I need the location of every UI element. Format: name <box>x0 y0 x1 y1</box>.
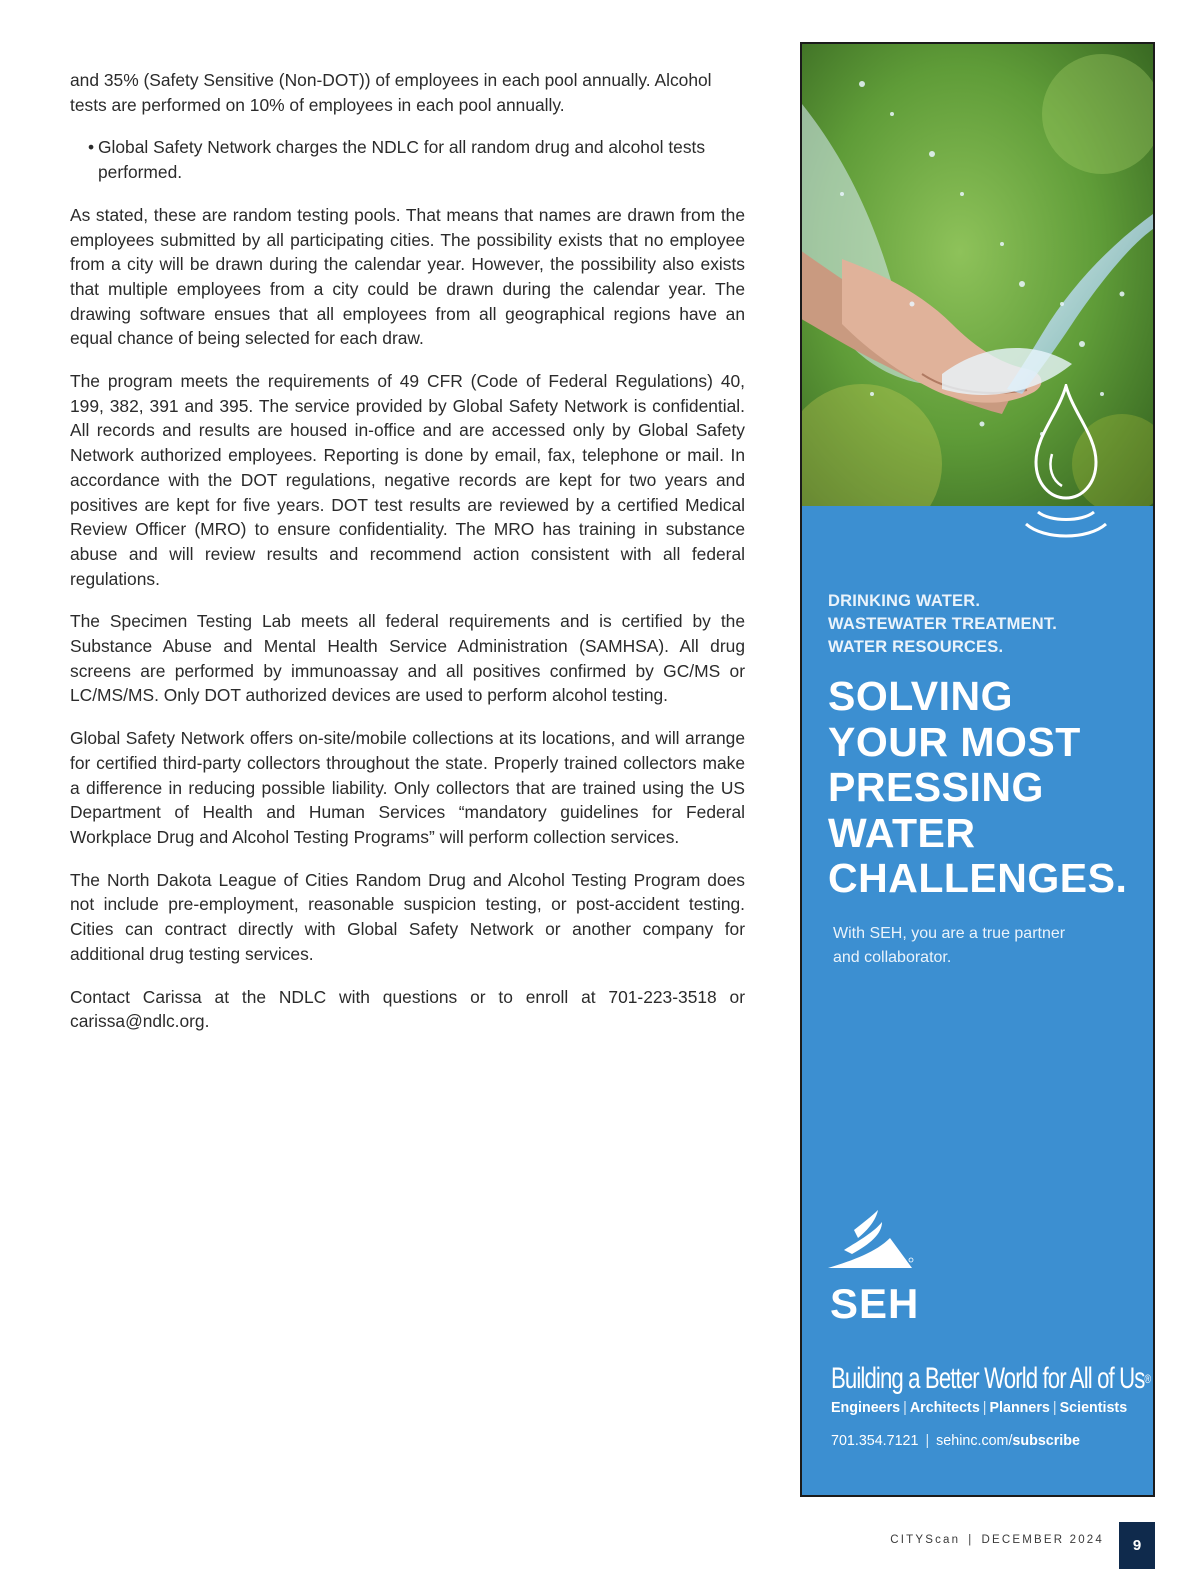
publication-name: CITYScan <box>890 1534 961 1546</box>
tagline-text: Building a Better World for All of Us <box>831 1362 1145 1395</box>
lead-paragraph: and 35% (Safety Sensitive (Non-DOT)) of employees in each pool annually. Alcohol tests are performed on 10% of employees in each pool annually. <box>70 70 712 115</box>
ad-url-prefix: sehinc.com/ <box>936 1433 1013 1449</box>
category-drinking-water: DRINKING WATER. <box>828 592 981 610</box>
divider: | <box>903 1400 907 1416</box>
ad-headline: SOLVING YOUR MOST PRESSING WATER CHALLENGES. <box>828 673 1128 901</box>
bullet-text: Global Safety Network charges the NDLC for all random drug and alcohol tests performed. <box>98 137 706 183</box>
paragraph-random-pools: As stated, these are random testing pools. That means that names are drawn from the employees submitted by all participating cities. The possibility exists that no employee from a city will be drawn during the calendar year. However, the possibility also exists that multiple employees from a city could be drawn during the calendar year. The drawing software ensues that all employees from all geographical regions have an equal chance of being selected for each draw. <box>70 204 745 349</box>
paragraph-contact: Contact Carissa at the NDLC with questions or to enroll at 701-223-3518 or carissa@ndlc.org. <box>70 986 745 1032</box>
divider: | <box>968 1534 974 1546</box>
page-number: 9 <box>1119 1522 1155 1569</box>
water-drop-icon <box>1016 384 1112 549</box>
divider: | <box>1052 1400 1057 1416</box>
ad-contact <box>831 1433 1080 1449</box>
divider: | <box>921 1433 934 1449</box>
paragraph-testing-lab: The Specimen Testing Lab meets all federal requirements and is certified by the Substance Abuse and Mental Health Service Administration (SAMHSA). All drug screens are performed by immunoassay and all positives confirmed by GC/MS or LC/MS/MS. Only DOT authorized devices are used to perform alcohol testing. <box>70 611 745 706</box>
paragraph-regulations: The program meets the requirements of 49 CFR (Code of Federal Regulations) 40, 199, 382, 391 and 395. The service provided by Global Safety Network is confidential. All records and results are housed in-office and are accessed only by Global Safety Network authorized employees. Reporting is done by email, fax, telephone or mail. In accordance with the DOT regulations, negative records are kept for two years and positives are kept for five years. DOT test results are reviewed by a certified Medical Review Officer (MRO) to ensure confidentiality. The MRO has training in substance abuse and will review results and recommend action consistent with all federal regulations. <box>70 371 745 589</box>
ad-url[interactable] <box>936 1433 1080 1449</box>
category-water-resources: WATER RESOURCES. <box>828 638 1004 656</box>
ad-categories <box>828 590 1057 659</box>
divider: | <box>982 1400 987 1416</box>
paragraph-collections: Global Safety Network offers on-site/mobile collections at its locations, and will arrange for certified third-party collectors throughout the state. Properly trained collectors make a difference in reducing possible liability. Only collectors that are trained using the US Department of Health and Human Services “mandatory guidelines for Federal Workplace Drug and Alcohol Testing Programs” will perform collection services. <box>70 728 745 847</box>
discipline-engineers: Engineers <box>831 1400 901 1416</box>
discipline-planners: Planners <box>989 1400 1050 1416</box>
discipline-architects: Architects <box>909 1400 980 1416</box>
registered-mark-icon: ® <box>1144 1372 1151 1386</box>
bullet-dot: • <box>88 137 95 158</box>
paragraph-exclusions: The North Dakota League of Cities Random Drug and Alcohol Testing Program does not include pre-employment, reasonable suspicion testing, or post-accident testing. Cities can contract directly with Global Safety Network or another company for additional drug testing services. <box>70 869 745 964</box>
article-body <box>70 68 745 1052</box>
bullet-item <box>88 135 745 184</box>
ad-disciplines <box>831 1400 1127 1416</box>
ad-subhead: With SEH, you are a true partner and collaborator. <box>833 925 1066 966</box>
seh-advertisement <box>800 42 1155 1497</box>
seh-wordmark: SEH <box>830 1280 920 1327</box>
ad-phone[interactable]: 701.354.7121 <box>831 1433 919 1449</box>
category-wastewater: WASTEWATER TREATMENT. <box>828 615 1058 633</box>
seh-logo-mark-icon <box>824 1210 914 1279</box>
issue-date: DECEMBER 2024 <box>981 1534 1104 1546</box>
page-footer <box>890 1534 1104 1546</box>
ad-url-subscribe: subscribe <box>1012 1433 1080 1449</box>
discipline-scientists: Scientists <box>1059 1400 1128 1416</box>
ad-tagline <box>831 1362 1150 1396</box>
